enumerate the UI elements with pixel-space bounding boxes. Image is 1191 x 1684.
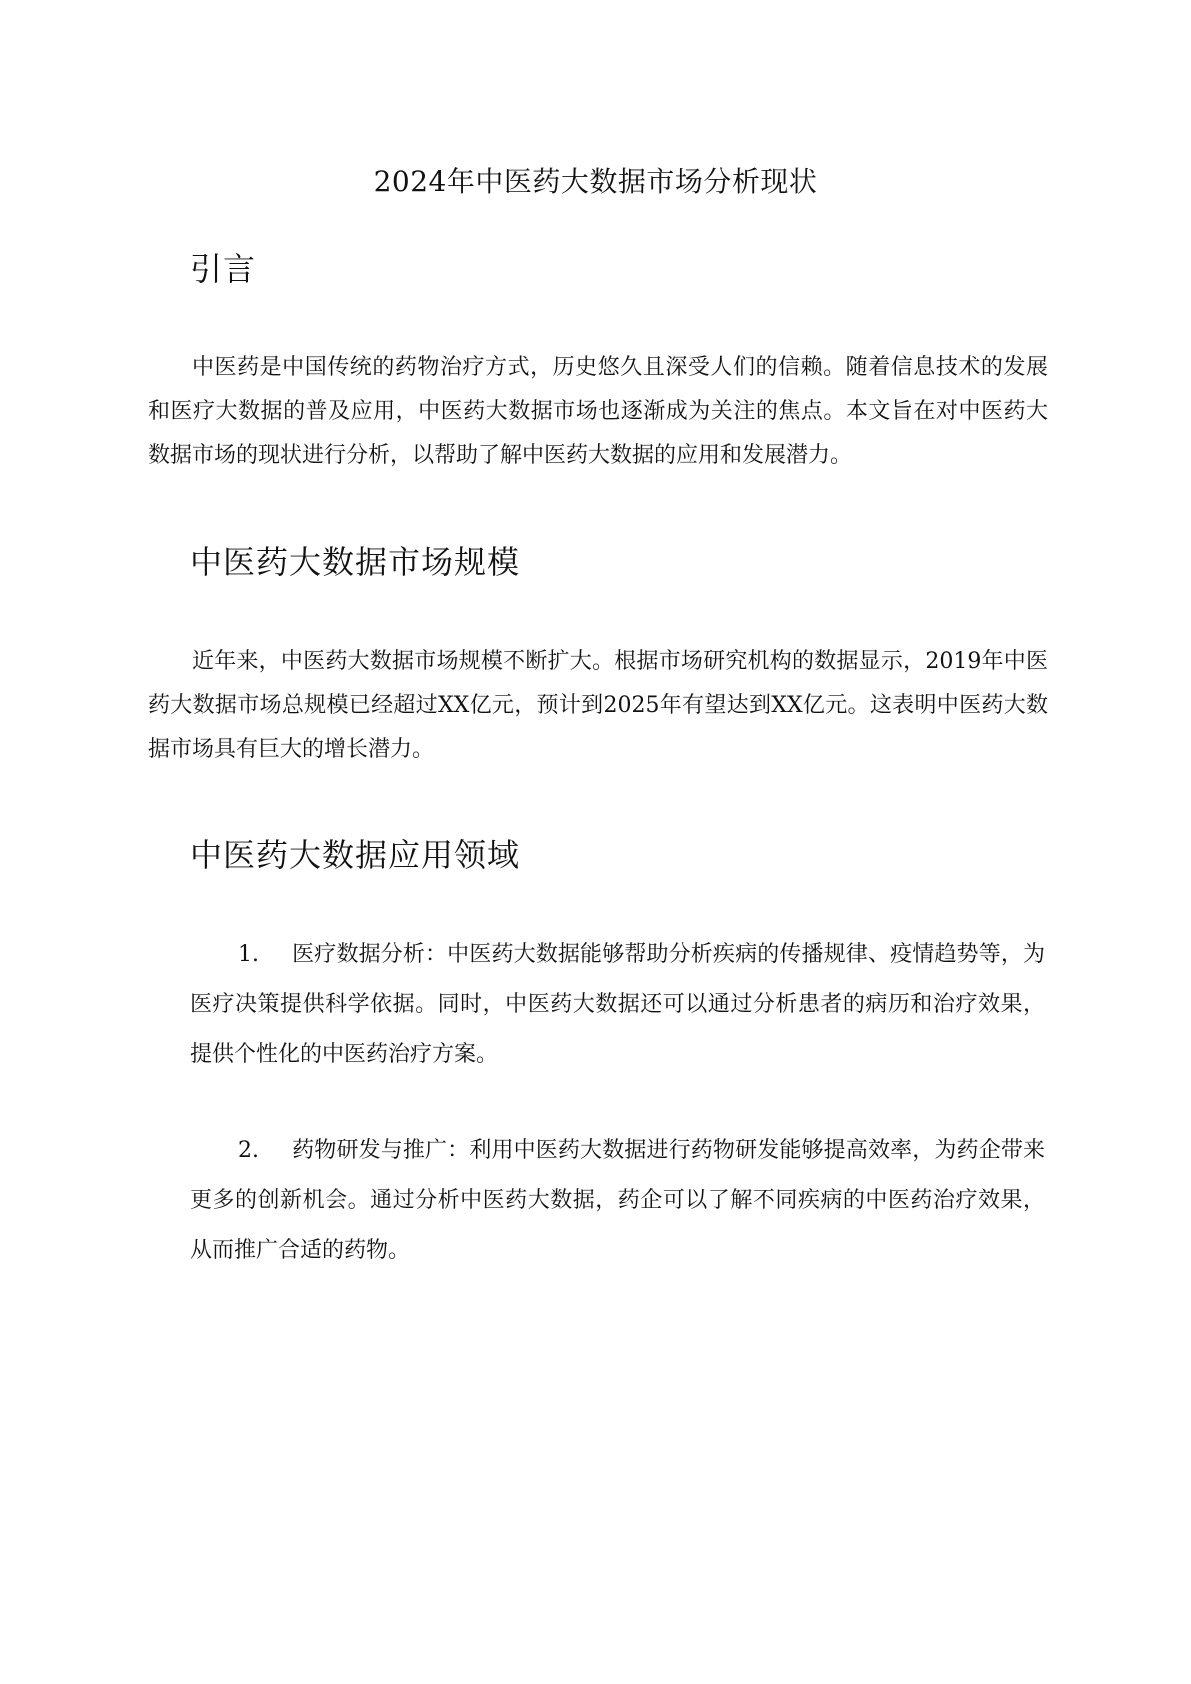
- paragraph-market-size: 近年来，中医药大数据市场规模不断扩大。根据市场研究机构的数据显示，2019年中医药大数据市场总规模已经超过XX亿元，预计到2025年有望达到XX亿元。这表明中医药大数据市场具有巨大的增长潜力。: [148, 649, 1048, 762]
- section-heading-application-areas: 中医药大数据应用领域: [190, 836, 521, 874]
- section-heading-market-size: 中医药大数据市场规模: [190, 543, 521, 581]
- list-item-text: 药物研发与推广：利用中医药大数据进行药物研发能够提高效率，为药企带来更多的创新机会。通过分析中医药大数据，药企可以了解不同疾病的中医药治疗效果，从而推广合适的药物。: [190, 1138, 1045, 1263]
- section-heading-introduction: 引言: [190, 250, 257, 288]
- list-item: [190, 930, 1045, 1080]
- list-item-number: 2.: [238, 1138, 259, 1163]
- paragraph-introduction: 中医药是中国传统的药物治疗方式，历史悠久且深受人们的信赖。随着信息技术的发展和医疗大数据的普及应用，中医药大数据市场也逐渐成为关注的焦点。本文旨在对中医药大数据市场的现状进行分析，以帮助了解中医药大数据的应用和发展潜力。: [148, 355, 1048, 468]
- document-title: 2024年中医药大数据市场分析现状: [373, 165, 818, 198]
- list-item: [190, 1126, 1045, 1276]
- list-item-text: 医疗数据分析：中医药大数据能够帮助分析疾病的传播规律、疫情趋势等，为医疗决策提供科学依据。同时，中医药大数据还可以通过分析患者的病历和治疗效果，提供个性化的中医药治疗方案。: [190, 942, 1045, 1067]
- list-item-number: 1.: [238, 942, 259, 967]
